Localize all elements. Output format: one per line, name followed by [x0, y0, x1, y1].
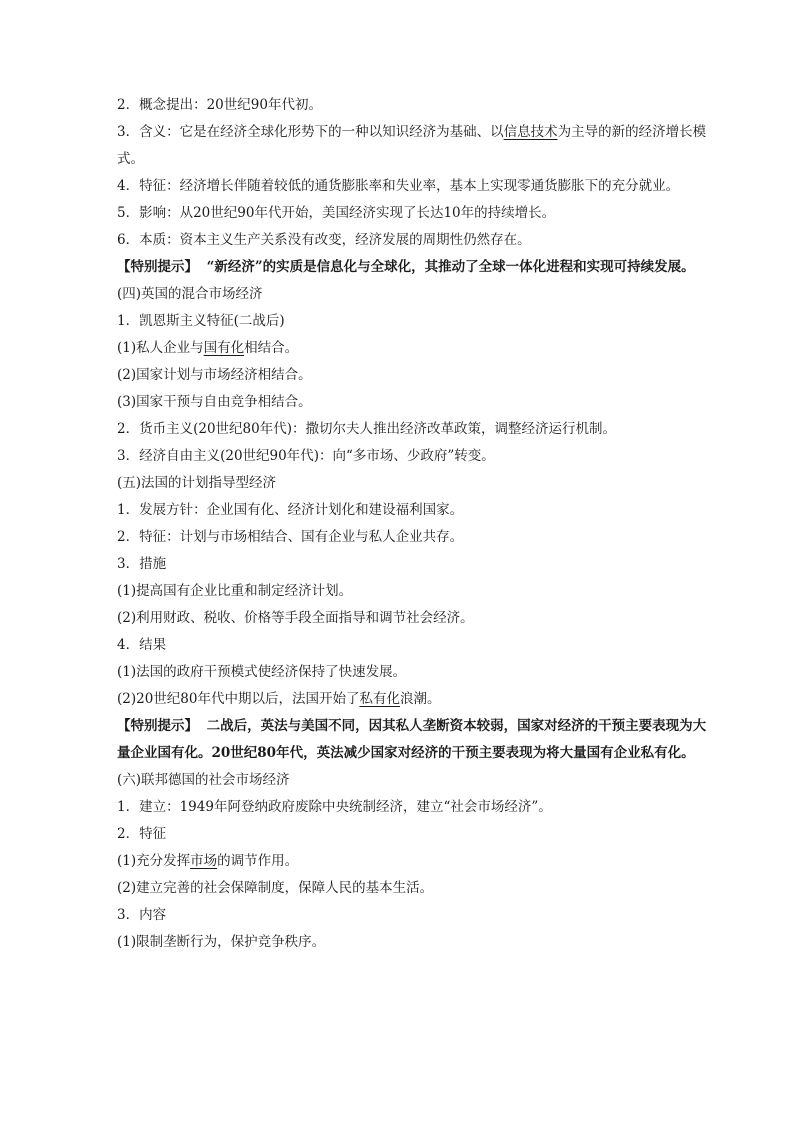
text-line: (1)限制垄断行为，保护竞争秩序。 [117, 934, 326, 950]
text-line: 3．经济自由主义(20世纪90年代)：向“多市场、少政府”转变。 [117, 448, 495, 464]
underlined-term: 国有化 [203, 340, 245, 356]
section-heading: (六)联邦德国的社会市场经济 [117, 772, 290, 788]
text-line: 1．发展方针：企业国有化、经济计划化和建设福利国家。 [117, 502, 464, 518]
text-line: (1)提高国有企业比重和制定经济计划。 [117, 583, 353, 599]
text-line: (2)建立完善的社会保障制度，保障人民的基本生活。 [117, 880, 434, 896]
text-line: 5．影响：从20世纪90年代开始，美国经济实现了长达10年的持续增长。 [117, 205, 556, 221]
underlined-term: 信息技术 [503, 124, 558, 140]
text-line: (1)私人企业与国有化相结合。 [117, 340, 299, 356]
section-heading: (五)法国的计划指导型经济 [117, 475, 277, 491]
text-line: 3．含义：它是在经济全球化形势下的一种以知识经济为基础、以信息技术为主导的新的经济增长模式。 [117, 124, 707, 167]
underlined-term: 市场 [190, 853, 218, 869]
text-line: 3．措施 [117, 556, 167, 572]
text-line: 2．概念提出：20世纪90年代初。 [117, 97, 322, 113]
special-tip [117, 254, 717, 281]
text-line: 4．特征：经济增长伴随着较低的通货膨胀率和失业率，基本上实现零通货膨胀下的充分就业。 [117, 178, 680, 194]
text-line: 2．特征：计划与市场相结合、国有企业与私人企业共存。 [117, 529, 464, 545]
text-line: 4．结果 [117, 637, 167, 653]
text-line: 3．内容 [117, 907, 167, 923]
special-tip [117, 713, 717, 767]
tip-text: 二战后，英法与美国不同，因其私人垄断资本较弱，国家对经济的干预主要表现为大量企业国有化。20世纪80年代，英法减少国家对经济的干预主要表现为将大量国有企业私有化。 [117, 718, 707, 761]
text-line: 2．货币主义(20世纪80年代)：撒切尔夫人推出经济改革政策，调整经济运行机制。 [117, 421, 616, 437]
text-line: (1)充分发挥市场的调节作用。 [117, 853, 299, 869]
text-line: (1)法国的政府干预模式使经济保持了快速发展。 [117, 664, 407, 680]
text-line: 1．建立：1949年阿登纳政府废除中央统制经济，建立“社会市场经济”。 [117, 799, 552, 815]
text-line: (2)20世纪80年代中期以后，法国开始了私有化浪潮。 [117, 691, 441, 707]
tip-label: 【特别提示】 [117, 718, 198, 734]
section-heading: (四)英国的混合市场经济 [117, 286, 263, 302]
tip-label: 【特别提示】 [117, 259, 198, 275]
text-line: 6．本质：资本主义生产关系没有改变，经济发展的周期性仍然存在。 [117, 232, 531, 248]
text-line: (3)国家干预与自由竞争相结合。 [117, 394, 312, 410]
text-line: 1．凯恩斯主义特征(二战后) [117, 313, 285, 329]
text-line: 2．特征 [117, 826, 167, 842]
tip-text: “新经济”的实质是信息化与全球化，其推动了全球一体化进程和实现可持续发展。 [206, 259, 695, 275]
text-line: (2)国家计划与市场经济相结合。 [117, 367, 312, 383]
document-page [117, 92, 717, 956]
underlined-term: 私有化 [359, 691, 400, 707]
text-line: (2)利用财政、税收、价格等手段全面指导和调节社会经济。 [117, 610, 474, 626]
